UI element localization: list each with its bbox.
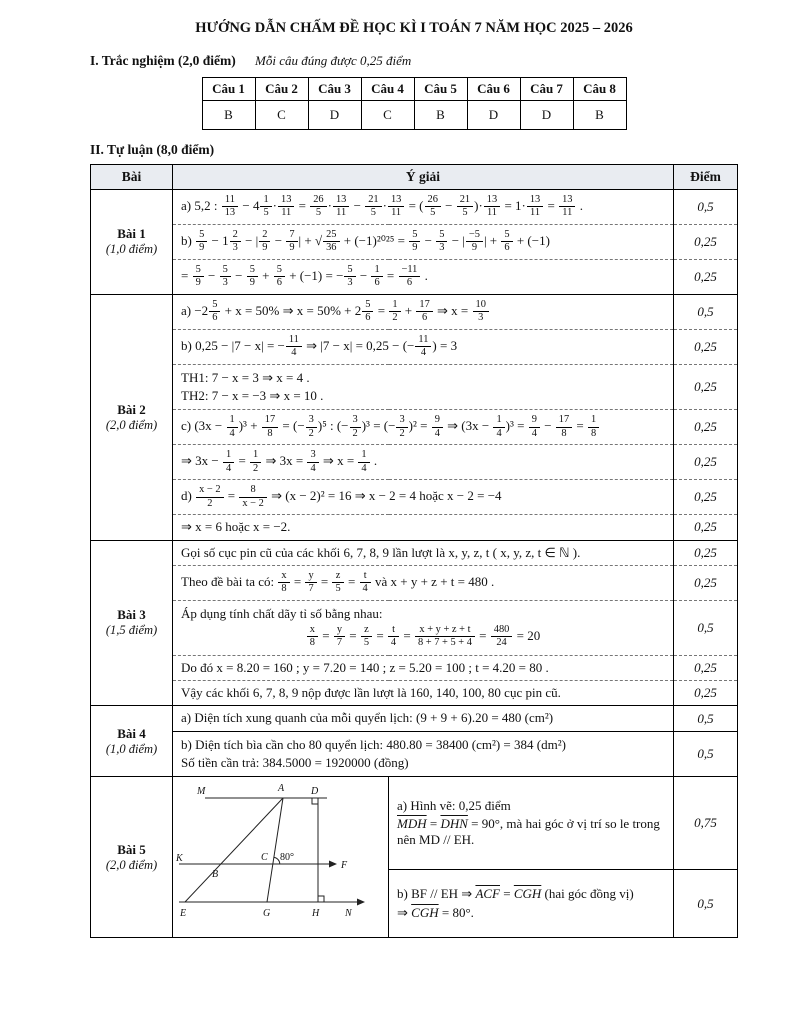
bai-label: Bài 3	[117, 607, 146, 623]
table-row	[91, 224, 738, 259]
solutions-table	[90, 164, 738, 938]
solution-cell: d) $\frac{x - 2}{2}$ = $\frac{8}{x - 2}$ ⇒ (x − 2)² = 16 ⇒ x − 2 = 4 hoặc x − 2 = −4	[173, 480, 674, 515]
table-row	[91, 706, 738, 731]
score-cell: 0,5	[674, 731, 738, 777]
mc-header-cell: Câu 2	[255, 78, 308, 101]
solution-cell: a) Diện tích xung quanh của mỗi quyển lịch: (9 + 9 + 6).20 = 480 (cm²)	[173, 706, 674, 731]
solution-cell	[389, 777, 674, 870]
figure-label-g: G	[263, 908, 271, 920]
section1-heading-line	[90, 53, 738, 69]
bai3-cell	[91, 540, 173, 706]
table-row	[91, 190, 738, 225]
solution-line: b) BF // EH ⇒ $\overline{ACF} = \overline{CGH}$ (hai góc đồng vị)	[397, 886, 634, 902]
table-row	[91, 540, 738, 565]
solution-cell	[173, 600, 674, 655]
mc-header-cell: Câu 5	[414, 78, 467, 101]
mc-answer-cell: D	[467, 101, 520, 130]
mc-answer-cell: C	[255, 101, 308, 130]
solution-cell: = $\frac{5}{9}$ − $\frac{5}{3}$ − $\frac{5}{9}$ + $\frac{5}{6}$ + (−1) = − $\frac{5}{3}$ − $\frac{1}{6}$ = $\frac{-11}{6}$ .	[173, 259, 674, 294]
score-cell: 0,25	[674, 224, 738, 259]
mc-answer-cell: C	[361, 101, 414, 130]
table-row	[91, 565, 738, 600]
score-cell: 0,25	[674, 410, 738, 445]
solution-line: a) Hình vẽ: 0,25 điểm	[397, 797, 511, 813]
figure-label-k: K	[176, 853, 183, 865]
figure-label-a: A	[278, 783, 285, 795]
section2-heading-line	[90, 142, 738, 158]
solution-cell: Theo đề bài ta có: $\frac{x}{8}$ = $\frac{y}{7}$ = $\frac{z}{5}$ = $\frac{t}{4}$ và x + y + z + t = 480 .	[173, 565, 674, 600]
score-cell: 0,25	[674, 655, 738, 680]
figure-angle-label: 80°	[280, 852, 294, 864]
mc-header-row	[202, 78, 626, 101]
bai-label: Bài 4	[117, 725, 146, 741]
mc-answer-cell: B	[202, 101, 255, 130]
mc-header-cell: Câu 7	[520, 78, 573, 101]
solution-cell: ⇒ x = 6 hoặc x = −2.	[173, 515, 674, 540]
solution-cell	[389, 869, 674, 937]
score-cell: 0,25	[674, 480, 738, 515]
solution-cell	[173, 731, 674, 777]
mc-header-cell: Câu 3	[308, 78, 361, 101]
solution-cell: b) $\frac{5}{9}$ − 1 $\frac{2}{3}$ − | $\frac{2}{9}$ − $\frac{7}{9}$ | + √ $\frac{25}{36}$ + (−1)²⁰²⁵ = $\frac{5}{9}$ − $\frac{5}{3}$ − | $\frac{-5}{9}$ | + $\frac{5}{6}$ + (−1)	[173, 224, 674, 259]
table-row	[91, 364, 738, 410]
geometry-figure	[175, 780, 387, 930]
bai-label: Bài 2	[117, 401, 146, 417]
score-cell: 0,25	[674, 364, 738, 410]
arrowhead-icon	[357, 899, 365, 906]
solutions-header-row	[91, 165, 738, 190]
solution-line: Áp dụng tính chất dãy tỉ số bằng nhau:	[181, 605, 383, 621]
table-row	[91, 515, 738, 540]
section2-heading: II. Tự luận (8,0 điểm)	[90, 142, 215, 157]
solution-cell	[173, 364, 674, 410]
figure-label-b: B	[212, 869, 219, 881]
bai1-cell	[91, 190, 173, 295]
table-row	[91, 410, 738, 445]
mc-header-cell: Câu 1	[202, 78, 255, 101]
table-row	[91, 777, 738, 870]
mc-header-cell: Câu 6	[467, 78, 520, 101]
score-cell: 0,25	[674, 259, 738, 294]
table-row	[91, 294, 738, 329]
table-row	[91, 655, 738, 680]
bai-points: (1,0 điểm)	[105, 242, 158, 257]
page-title: HƯỚNG DẪN CHẤM ĐỀ HỌC KÌ I TOÁN 7 NĂM HỌC 2025 – 2026	[195, 20, 633, 36]
figure-label-n: N	[345, 908, 352, 920]
table-row	[91, 445, 738, 480]
bai4-cell	[91, 706, 173, 777]
solution-cell: b) 0,25 − |7 − x| = − $\frac{11}{4}$ ⇒ |7 − x| = 0,25 − (− $\frac{11}{4}$ ) = 3	[173, 329, 674, 364]
mc-header-cell: Câu 4	[361, 78, 414, 101]
solution-line: TH2: 7 − x = −3 ⇒ x = 10 .	[181, 388, 324, 404]
bai2-cell	[91, 294, 173, 540]
mc-answer-cell: B	[573, 101, 626, 130]
score-cell: 0,25	[674, 565, 738, 600]
score-cell: 0,25	[674, 445, 738, 480]
bai-label: Bài 5	[117, 841, 146, 857]
solution-line: TH1: 7 − x = 3 ⇒ x = 4 .	[181, 369, 310, 385]
figure-label-d: D	[311, 786, 319, 798]
table-row	[91, 681, 738, 706]
table-row	[91, 329, 738, 364]
section1-note: Mỗi câu đúng được 0,25 điểm	[255, 53, 412, 68]
solution-cell: Gọi số cục pin cũ của các khối 6, 7, 8, 9 lần lượt là x, y, z, t ( x, y, z, t ∈ ℕ ).	[173, 540, 674, 565]
figure-label-e: E	[180, 908, 187, 920]
score-cell: 0,75	[674, 777, 738, 870]
score-cell: 0,5	[674, 600, 738, 655]
score-cell: 0,25	[674, 329, 738, 364]
solution-cell: Do đó x = 8.20 = 160 ; y = 7.20 = 140 ; z = 5.20 = 100 ; t = 4.20 = 80 .	[173, 655, 674, 680]
bai-label: Bài 1	[117, 226, 146, 242]
score-cell: 0,25	[674, 540, 738, 565]
solution-line: $\overline{MDH} = \overline{DHN} = 90^\circ$, mà hai góc ở vị trí so le trong nên MD // EH.	[397, 815, 660, 848]
column-header-diem: Điểm	[674, 165, 738, 190]
figure-label-m: M	[197, 786, 206, 798]
solution-cell: ⇒ 3x − $\frac{1}{4}$ = $\frac{1}{2}$ ⇒ 3x = $\frac{3}{4}$ ⇒ x = $\frac{1}{4}$ .	[173, 445, 674, 480]
mc-answer-cell: D	[520, 101, 573, 130]
score-cell: 0,5	[674, 869, 738, 937]
column-header-bai: Bài	[91, 165, 173, 190]
section1-heading: I. Trắc nghiệm (2,0 điểm)	[90, 53, 236, 68]
table-row	[91, 259, 738, 294]
table-row	[91, 600, 738, 655]
score-cell: 0,5	[674, 190, 738, 225]
solution-line: Số tiền cần trả: 384.5000 = 1920000 (đồng)	[181, 754, 409, 770]
solution-line: $\frac{x}{8}$ = $\frac{y}{7}$ = $\frac{z}{5}$ = $\frac{t}{4}$ = $\frac{x + y + z + t}{8 + 7 + 5 + 4}$ = $\frac{480}{24}$ = 20	[181, 623, 665, 651]
figure-label-c: C	[261, 852, 268, 864]
solution-line: ⇒ $\overline{CGH} = 80^\circ$.	[397, 904, 474, 920]
solution-cell: a) −2 $\frac{5}{6}$ + x = 50% ⇒ x = 50% + 2 $\frac{5}{6}$ = $\frac{1}{2}$ + $\frac{17}{6}$ ⇒ x = $\frac{10}{3}$	[173, 294, 674, 329]
mc-header-cell: Câu 8	[573, 78, 626, 101]
bai5-cell	[91, 777, 173, 938]
bai-points: (1,0 điểm)	[105, 741, 158, 756]
solution-line: b) Diện tích bìa cần cho 80 quyển lịch: 480.80 = 38400 (cm²) = 384 (dm²)	[181, 736, 566, 752]
solution-cell: a) 5,2 : $\frac{11}{13}$ − 4 $\frac{1}{5}$ · $\frac{13}{11}$ = $\frac{26}{5}$ · $\frac{13}{11}$ − $\frac{21}{5}$ · $\frac{13}{11}$ = ( $\frac{26}{5}$ − $\frac{21}{5}$ )· $\frac{13}{11}$ = 1· $\frac{13}{11}$ = $\frac{13}{11}$ .	[173, 190, 674, 225]
figure-label-h: H	[312, 908, 320, 920]
solution-cell: c) (3x − $\frac{1}{4}$ )³ + $\frac{17}{8}$ = (− $\frac{3}{2}$ )⁵ : (− $\frac{3}{2}$ )³ = (− $\frac{3}{2}$ )² = $\frac{9}{4}$ ⇒ (3x − $\frac{1}{4}$ )³ = $\frac{9}{4}$ − $\frac{17}{8}$ = $\frac{1}{8}$	[173, 410, 674, 445]
score-cell: 0,25	[674, 681, 738, 706]
score-cell: 0,5	[674, 706, 738, 731]
mc-answer-row	[202, 101, 626, 130]
arrowhead-icon	[329, 861, 337, 868]
score-cell: 0,5	[674, 294, 738, 329]
bai-points: (1,5 điểm)	[105, 623, 158, 638]
table-row	[91, 480, 738, 515]
mc-answer-cell: B	[414, 101, 467, 130]
solution-cell: Vậy các khối 6, 7, 8, 9 nộp được lần lượt là 160, 140, 100, 80 cục pin cũ.	[173, 681, 674, 706]
multiple-choice-table	[202, 77, 627, 130]
bai-points: (2,0 điểm)	[105, 417, 158, 432]
bai-points: (2,0 điểm)	[105, 857, 158, 872]
column-header-ygiai: Ý giải	[173, 165, 674, 190]
figure-cell	[173, 777, 389, 938]
score-cell: 0,25	[674, 515, 738, 540]
table-row	[91, 731, 738, 777]
figure-label-f: F	[341, 860, 348, 872]
mc-answer-cell: D	[308, 101, 361, 130]
